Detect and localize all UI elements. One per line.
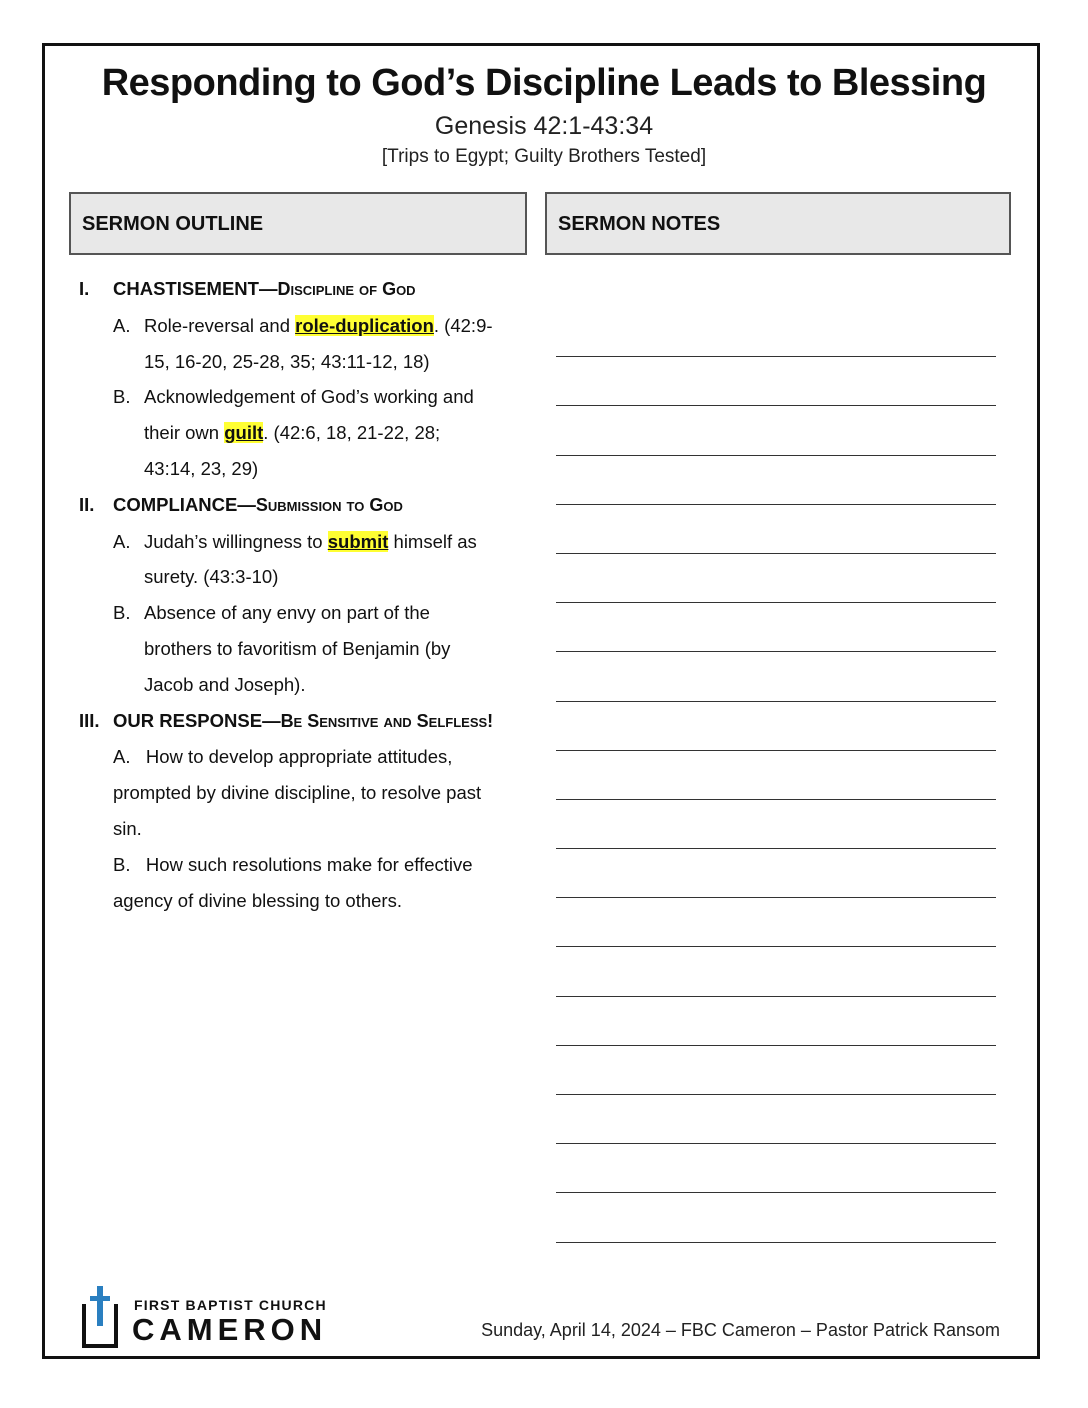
section-dash: — bbox=[237, 493, 256, 515]
sermon-outline bbox=[79, 271, 529, 918]
logo-bracket-bottom bbox=[82, 1344, 118, 1348]
outline-section-2 bbox=[79, 487, 529, 524]
point-text: their own bbox=[144, 422, 225, 444]
point-letter: A. bbox=[113, 530, 131, 552]
outline-section-1 bbox=[79, 271, 529, 308]
point-letter: B. bbox=[113, 386, 131, 408]
notes-line bbox=[556, 849, 996, 898]
outline-point-2b-cont: brothers to favoritism of Benjamin (by bbox=[144, 637, 451, 659]
section-number: III. bbox=[79, 709, 100, 731]
cross-icon-bar bbox=[90, 1296, 110, 1301]
outline-point-2a bbox=[79, 524, 529, 560]
outline-point-1b-cont2: 43:14, 23, 29) bbox=[144, 457, 259, 479]
section-dash: — bbox=[258, 278, 278, 299]
footer-info: Sunday, April 14, 2024 – FBC Cameron – Pastor Patrick Ransom bbox=[481, 1320, 1000, 1340]
notes-line bbox=[556, 406, 996, 455]
notes-line bbox=[556, 898, 996, 947]
point-text: Role-reversal and bbox=[144, 314, 296, 336]
notes-line bbox=[556, 800, 996, 849]
scripture-reference: Genesis 42:1-43:34 bbox=[434, 112, 654, 140]
section-dash: — bbox=[262, 709, 281, 731]
logo-bracket-left bbox=[82, 1304, 86, 1348]
outline-point-1a-cont: 15, 16-20, 25-28, 35; 43:11-12, 18) bbox=[144, 350, 430, 372]
section-number: II. bbox=[79, 493, 95, 515]
point-letter: A. bbox=[113, 314, 131, 336]
outline-point-3a-cont: prompted by divine discipline, to resolve past bbox=[113, 782, 482, 804]
point-text: himself as bbox=[388, 530, 477, 552]
section-heading: OUR RESPONSE bbox=[113, 709, 263, 731]
outline-point-3b-cont: agency of divine blessing to others. bbox=[113, 889, 402, 911]
logo-city-name: CAMERON bbox=[132, 1312, 328, 1347]
section-number: I. bbox=[79, 278, 90, 299]
sermon-notes-lines bbox=[556, 308, 996, 1243]
notes-line bbox=[556, 997, 996, 1046]
point-text: . (42:9- bbox=[433, 314, 493, 336]
notes-line bbox=[556, 1046, 996, 1095]
notes-line bbox=[556, 947, 996, 996]
section-subheading: Discipline of God bbox=[277, 279, 416, 299]
outline-point-3a: A. How to develop appropriate attitudes, bbox=[113, 746, 453, 768]
outline-point-1b-cont bbox=[79, 415, 529, 451]
point-letter: B. bbox=[113, 602, 131, 624]
point-text: Judah’s willingness to bbox=[144, 530, 328, 552]
logo-bracket-right bbox=[114, 1304, 118, 1348]
notes-line bbox=[556, 702, 996, 751]
sermon-outline-header: SERMON OUTLINE bbox=[69, 192, 527, 255]
notes-line bbox=[556, 1144, 996, 1193]
notes-line bbox=[556, 652, 996, 701]
notes-line bbox=[556, 554, 996, 603]
notes-line bbox=[556, 505, 996, 554]
notes-line bbox=[556, 1193, 996, 1242]
point-text: Absence of any envy on part of the bbox=[144, 602, 430, 624]
page-title: Responding to God’s Discipline Leads to Blessing bbox=[101, 62, 987, 104]
cross-icon bbox=[97, 1286, 103, 1326]
notes-line bbox=[556, 751, 996, 800]
point-text: Acknowledgement of God’s working and bbox=[144, 386, 474, 408]
page-subtitle: [Trips to Egypt; Guilty Brothers Tested] bbox=[381, 146, 707, 167]
outline-point-3a-cont2: sin. bbox=[113, 817, 142, 839]
outline-point-2a-cont: surety. (43:3-10) bbox=[144, 566, 279, 588]
notes-line bbox=[556, 357, 996, 406]
outline-point-3b: B. How such resolutions make for effective bbox=[113, 853, 473, 875]
highlighted-keyword: guilt bbox=[224, 422, 264, 444]
outline-point-2b-cont2: Jacob and Joseph). bbox=[144, 673, 306, 695]
notes-line bbox=[556, 308, 996, 357]
outline-point-1a bbox=[79, 308, 529, 344]
notes-line bbox=[556, 456, 996, 505]
sermon-notes-header: SERMON NOTES bbox=[545, 192, 1011, 255]
highlighted-keyword: role-duplication bbox=[295, 314, 434, 336]
outline-point-1b bbox=[79, 379, 529, 415]
point-text: . (42:6, 18, 21-22, 28; bbox=[263, 422, 441, 444]
notes-line bbox=[556, 1095, 996, 1144]
highlighted-keyword: submit bbox=[327, 530, 389, 552]
section-heading: COMPLIANCE bbox=[113, 493, 238, 515]
outline-section-3 bbox=[79, 703, 529, 740]
logo-church-name: FIRST BAPTIST CHURCH bbox=[134, 1297, 327, 1313]
notes-line bbox=[556, 603, 996, 652]
outline-point-2b bbox=[79, 595, 529, 631]
section-heading: CHASTISEMENT bbox=[113, 278, 259, 299]
section-subheading: Submission to God bbox=[255, 494, 403, 515]
section-subheading: Be Sensitive and Selfless! bbox=[280, 710, 494, 731]
